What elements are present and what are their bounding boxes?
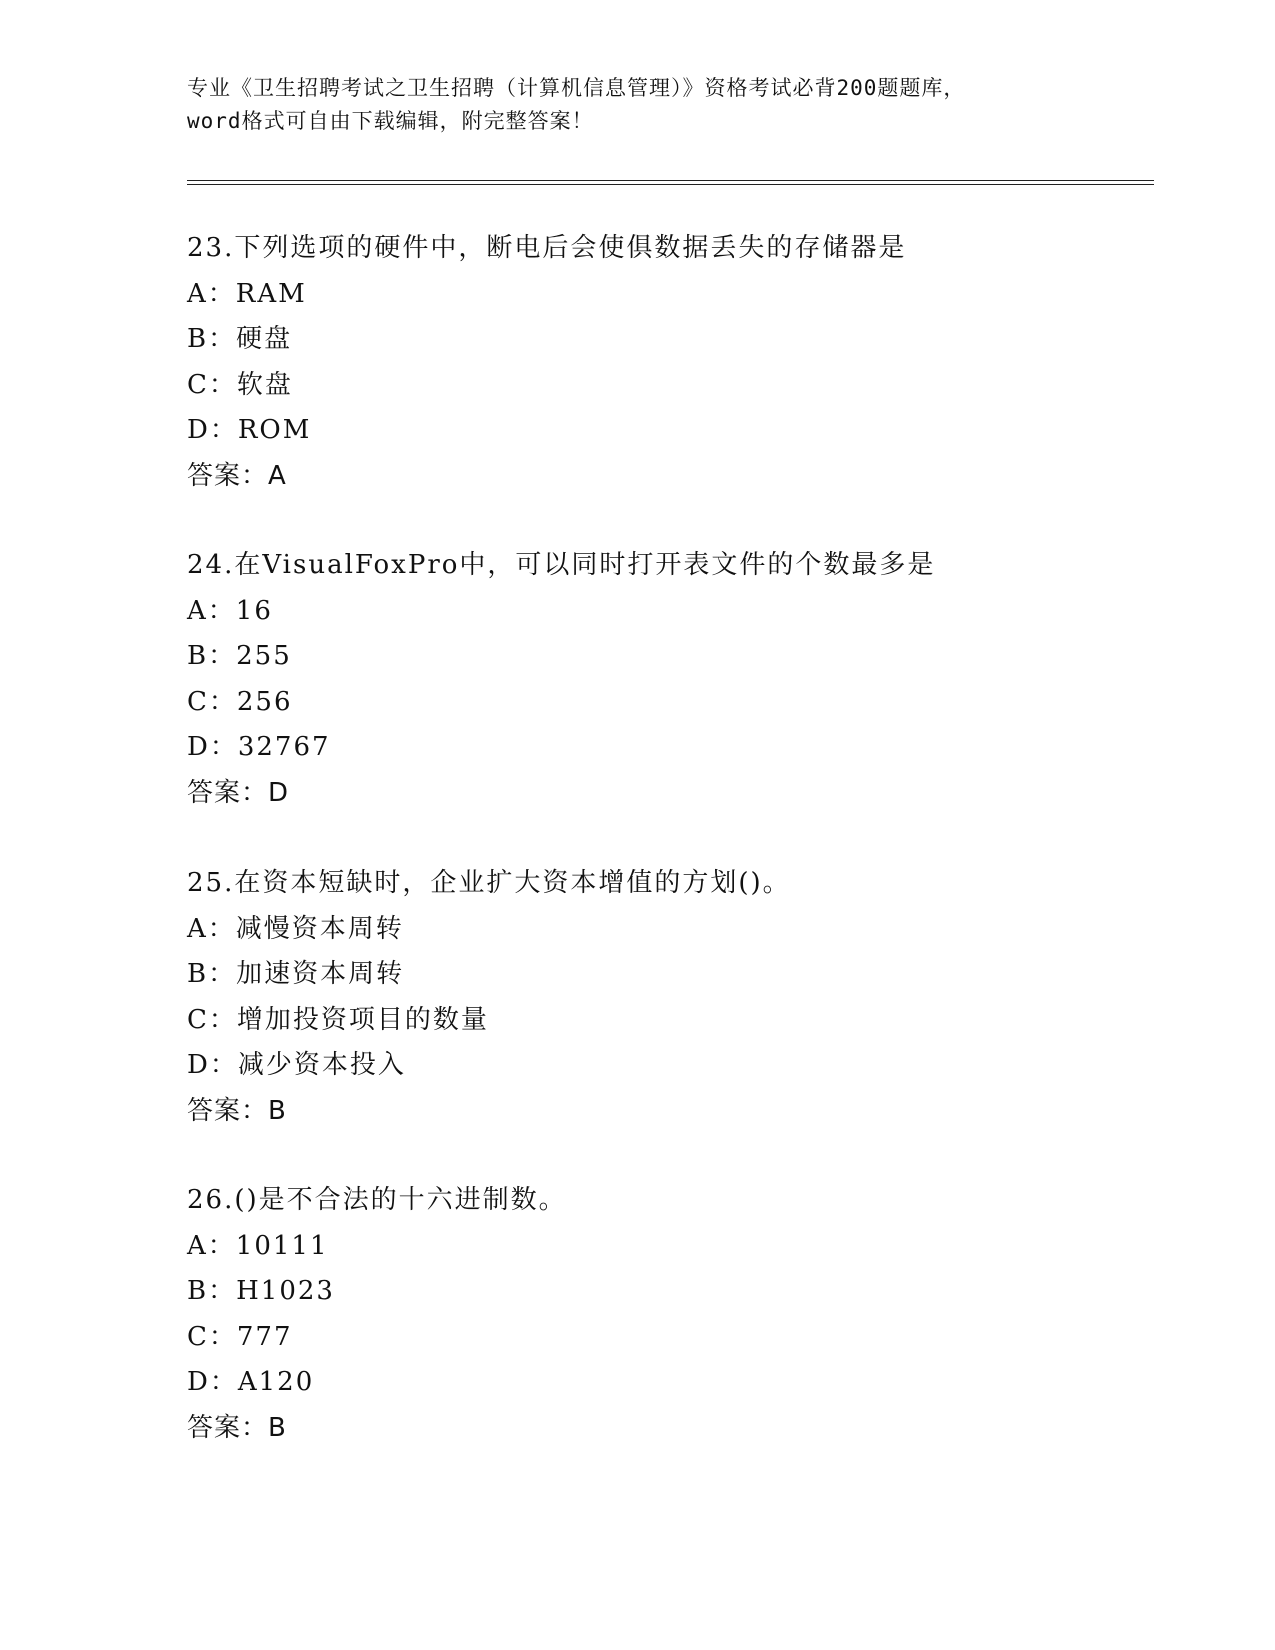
answer: 答案：D — [187, 777, 290, 808]
question-26 — [187, 1178, 1187, 1451]
question-stem: 23.下列选项的硬件中，断电后会使俱数据丢失的存储器是 — [187, 233, 907, 263]
option-a: A：16 — [187, 595, 273, 626]
header-line-1: 专业《卫生招聘考试之卫生招聘（计算机信息管理）》资格考试必背200题题库， — [187, 76, 966, 100]
option-b: B：硬盘 — [187, 324, 293, 354]
question-stem: 24.在VisualFoxPro中，可以同时打开表文件的个数最多是 — [187, 550, 936, 580]
answer: 答案：A — [187, 460, 287, 491]
option-b: B：加速资本周转 — [187, 959, 405, 989]
question-25 — [187, 861, 1187, 1134]
header-divider — [187, 180, 1154, 185]
question-stem: 26.()是不合法的十六进制数。 — [187, 1185, 567, 1215]
header-line-2: word格式可自由下载编辑，附完整答案！ — [187, 109, 594, 133]
answer: 答案：B — [187, 1412, 287, 1443]
option-c: C：777 — [187, 1321, 293, 1352]
option-a: A：RAM — [187, 278, 307, 309]
question-23 — [187, 226, 1187, 499]
answer: 答案：B — [187, 1095, 287, 1126]
option-c: C：256 — [187, 686, 293, 717]
option-d: D：ROM — [187, 415, 312, 445]
option-c: C：增加投资项目的数量 — [187, 1004, 489, 1035]
option-d: D：32767 — [187, 732, 331, 762]
document-header — [187, 72, 1087, 138]
option-b: B：H1023 — [187, 1276, 335, 1306]
option-c: C：软盘 — [187, 369, 293, 400]
question-stem: 25.在资本短缺时，企业扩大资本增值的方划()。 — [187, 868, 791, 898]
option-a: A：10111 — [187, 1230, 329, 1261]
option-b: B：255 — [187, 641, 292, 671]
question-24 — [187, 543, 1187, 816]
option-d: D：减少资本投入 — [187, 1050, 406, 1080]
option-d: D：A120 — [187, 1367, 315, 1397]
option-a: A：减慢资本周转 — [187, 913, 404, 944]
